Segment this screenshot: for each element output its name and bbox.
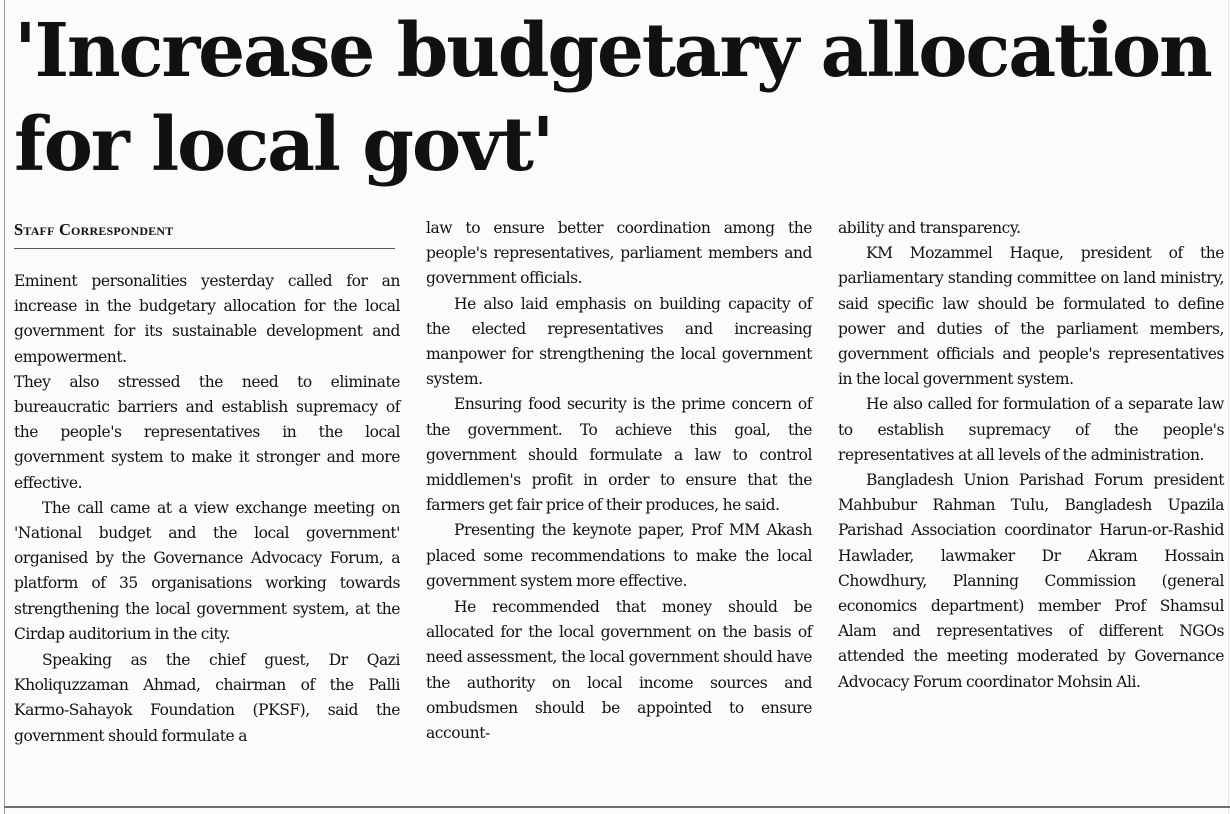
- right-edge-rule: [1228, 0, 1229, 814]
- article-paragraph: Presenting the keynote paper, Prof MM Akash placed some recommendations to make the local government system more effective.: [426, 521, 812, 590]
- article-paragraph: He recommended that money should be allocated for the local government on the basis of need assessment, the local government should have the authority on local income sources and ombudsmen should be appointed to ensure account-: [426, 598, 812, 743]
- article-paragraph: He also laid emphasis on building capacity of the elected representatives and increasing manpower for strengthening the local government system.: [426, 294, 812, 389]
- article-paragraph: They also stressed the need to eliminate bureaucratic barriers and establish supremacy of the people's representatives in the local government system to make it stronger and more effective.: [14, 372, 400, 492]
- article-paragraph: Eminent personalities yesterday called for an increase in the budgetary allocation for the local government for its sustainable development and empowerment.: [14, 272, 400, 366]
- article-headline: [14, 4, 1226, 192]
- byline: Staff Correspondent: [14, 220, 174, 239]
- article-paragraph-continued: ability and transparency.: [838, 219, 1021, 237]
- bottom-rule: [4, 806, 1230, 808]
- headline-line-2: for local govt': [14, 102, 553, 188]
- article-column-1: [14, 269, 400, 749]
- article-paragraph: The call came at a view exchange meeting on 'National budget and the local government' organised by the Governance Advocacy Forum, a platform of 35 organisations working towards strengthening the local government system, at the Cirdap auditorium in the city.: [14, 498, 400, 643]
- left-column-rule: [4, 0, 5, 814]
- article-paragraph: Bangladesh Union Parishad Forum president Mahbubur Rahman Tulu, Bangladesh Upazila Parishad Association coordinator Harun-or-Rashid Hawlader, lawmaker Dr Akram Hossain Chowdhury, Planning Commission (general economics department) member Prof Shamsul Alam and representatives of different NGOs attended the meeting moderated by Governance Advocacy Forum coordinator Mohsin Ali.: [838, 471, 1224, 691]
- article-paragraph-continued: law to ensure better coordination among the people's representatives, parliament members and government officials.: [426, 219, 812, 288]
- article-column-2: [426, 216, 812, 746]
- byline-divider: [14, 248, 395, 249]
- article-paragraph: Ensuring food security is the prime concern of the government. To achieve this goal, the government should formulate a law to control middlemen's profit in order to ensure that the farmers get fair price of their produces, he said.: [426, 395, 812, 515]
- article-paragraph: He also called for formulation of a separate law to establish supremacy of the people's representatives at all levels of the administration.: [838, 395, 1224, 464]
- article-paragraph: KM Mozammel Haque, president of the parliamentary standing committee on land ministry, said specific law should be formulated to define power and duties of the parliament members, government officials and people's representatives in the local government system.: [838, 244, 1224, 389]
- headline-line-1: 'Increase budgetary allocation: [14, 8, 1211, 94]
- article-column-3: [838, 216, 1224, 695]
- article-paragraph: Speaking as the chief guest, Dr Qazi Kholiquzzaman Ahmad, chairman of the Palli Karmo-Sahayok Foundation (PKSF), said the government should formulate a: [14, 651, 400, 745]
